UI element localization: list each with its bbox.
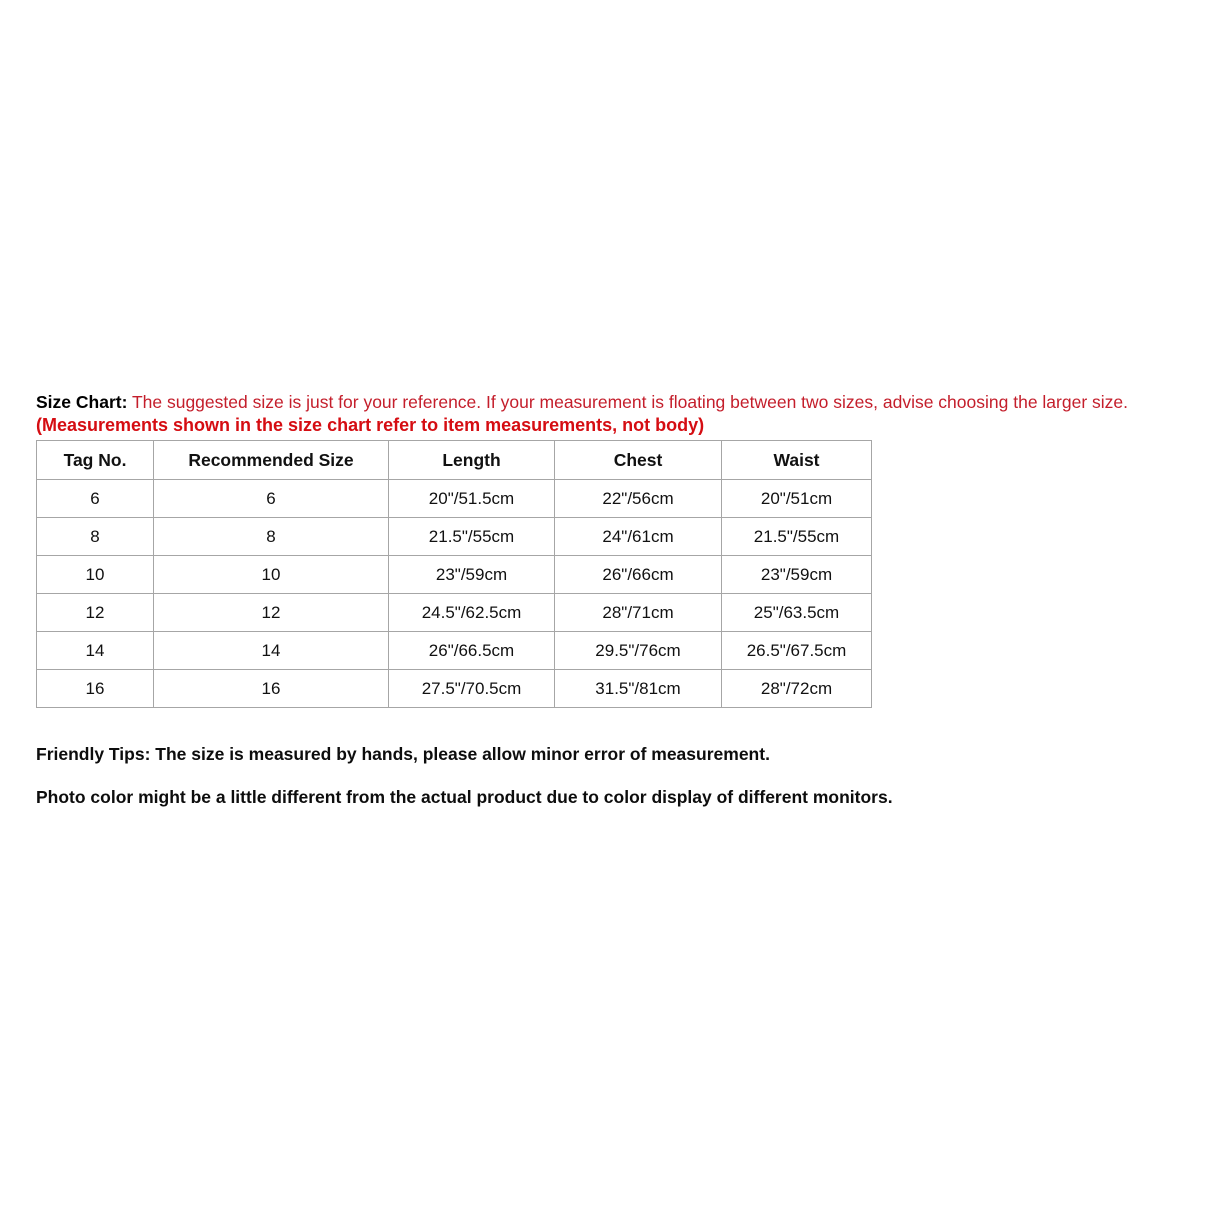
table-cell: 20"/51.5cm: [389, 480, 555, 518]
table-row: [37, 670, 872, 708]
table-cell: 6: [37, 480, 154, 518]
table-cell: 27.5"/70.5cm: [389, 670, 555, 708]
table-cell: 12: [37, 594, 154, 632]
column-header-tag-no: Tag No.: [37, 441, 154, 480]
table-cell: 21.5"/55cm: [722, 518, 872, 556]
table-cell: 21.5"/55cm: [389, 518, 555, 556]
table-row: [37, 556, 872, 594]
table-cell: 12: [154, 594, 389, 632]
table-cell: 23"/59cm: [722, 556, 872, 594]
photo-color-note: Photo color might be a little different from the actual product due to color display of different monitors.: [36, 787, 893, 807]
size-chart-label: Size Chart:: [36, 392, 128, 412]
measurement-note: (Measurements shown in the size chart refer to item measurements, not body): [36, 415, 705, 435]
table-row: [37, 632, 872, 670]
table-cell: 6: [154, 480, 389, 518]
table-cell: 24"/61cm: [555, 518, 722, 556]
table-cell: 8: [37, 518, 154, 556]
table-cell: 20"/51cm: [722, 480, 872, 518]
table-cell: 31.5"/81cm: [555, 670, 722, 708]
intro-paragraph: [36, 391, 1186, 414]
table-cell: 16: [37, 670, 154, 708]
table-cell: 23"/59cm: [389, 556, 555, 594]
table-cell: 14: [154, 632, 389, 670]
intro-text: The suggested size is just for your reference. If your measurement is floating between two sizes, advise choosing the larger size.: [127, 392, 1128, 412]
column-header-length: Length: [389, 441, 555, 480]
friendly-tips-note: Friendly Tips: The size is measured by hands, please allow minor error of measurement.: [36, 744, 770, 764]
table-cell: 28"/71cm: [555, 594, 722, 632]
table-cell: 8: [154, 518, 389, 556]
table-header-row: [37, 441, 872, 480]
table-row: [37, 594, 872, 632]
table-row: [37, 480, 872, 518]
table-cell: 22"/56cm: [555, 480, 722, 518]
column-header-chest: Chest: [555, 441, 722, 480]
column-header-recommended-size: Recommended Size: [154, 441, 389, 480]
size-chart-table: [36, 440, 872, 708]
size-chart-page: [36, 391, 1186, 808]
table-cell: 10: [37, 556, 154, 594]
table-cell: 14: [37, 632, 154, 670]
table-cell: 26"/66.5cm: [389, 632, 555, 670]
table-cell: 25"/63.5cm: [722, 594, 872, 632]
table-cell: 16: [154, 670, 389, 708]
table-cell: 28"/72cm: [722, 670, 872, 708]
table-row: [37, 518, 872, 556]
table-cell: 10: [154, 556, 389, 594]
table-cell: 26.5"/67.5cm: [722, 632, 872, 670]
table-cell: 24.5"/62.5cm: [389, 594, 555, 632]
table-cell: 29.5"/76cm: [555, 632, 722, 670]
column-header-waist: Waist: [722, 441, 872, 480]
table-cell: 26"/66cm: [555, 556, 722, 594]
